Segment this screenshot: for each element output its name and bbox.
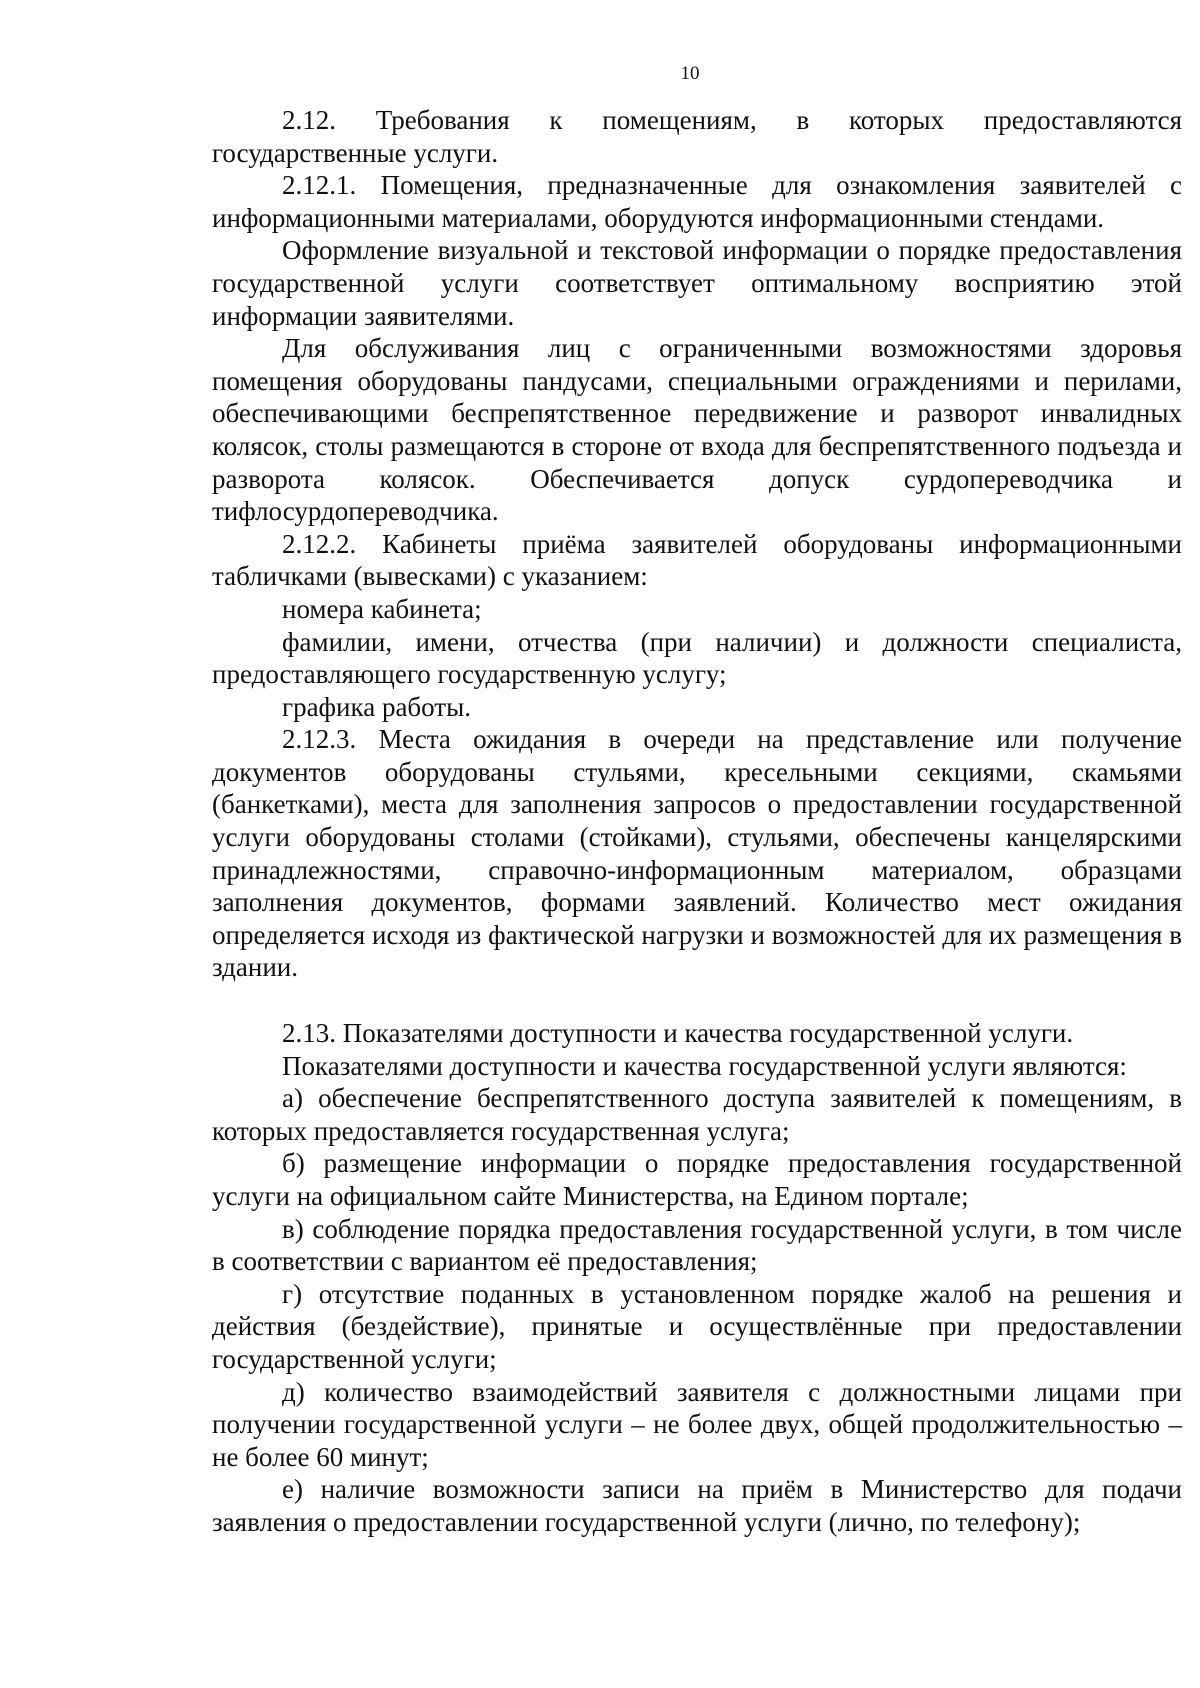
page-number: 10: [680, 63, 700, 84]
paragraph-2-12-1: 2.12.1. Помещения, предназначенные для ознакомления заявителей с информационными материалами, оборудуются информационными стендами.: [212, 170, 1182, 233]
paragraph-2-12-3: 2.12.3. Места ожидания в очереди на представление или получение документов оборудованы стульями, кресельными секциями, скамьями (банкетками), места для заполнения запросов о предоставлении государственной услуги оборудованы столами (стойками), стульями, обеспечены канцелярскими принадлежностями, справочно-информационным материалом, образцами заполнения документов, формами заявлений. Количество мест ожидания определяется исходя из фактической нагрузки и возможностей для их размещения в здании.: [212, 724, 1182, 983]
list-item-schedule: графика работы.: [282, 691, 471, 722]
list-item-g: г) отсутствие поданных в установленном порядке жалоб на решения и действия (бездействие), принятые и осуществлённые при предоставлении государственной услуги;: [212, 1278, 1182, 1374]
paragraph-visual-info: Оформление визуальной и текстовой информации о порядке предоставления государственной услуги соответствует оптимальному восприятию этой информации заявителями.: [212, 235, 1182, 331]
list-item-v: в) соблюдение порядка предоставления государственной услуги, в том числе в соответствии с вариантом её предоставления;: [212, 1213, 1182, 1277]
list-item-room-number: номера кабинета;: [282, 593, 482, 624]
list-item-a: а) обеспечение беспрепятственного доступа заявителей к помещениям, в которых предоставляется государственная услуга;: [212, 1083, 1182, 1146]
list-item-e: е) наличие возможности записи на приём в Министерство для подачи заявления о предоставлении государственной услуги (лично, по телефону);: [212, 1474, 1182, 1537]
paragraph-2-13: 2.13. Показателями доступности и качества государственной услуги.: [282, 1018, 1074, 1049]
paragraph-accessibility: Для обслуживания лиц с ограниченными возможностями здоровья помещения оборудованы пандусами, специальными ограждениями и перилами, обеспечивающими беспрепятственное передвижение и разворот инвалидных колясок, столы размещаются в стороне от входа для беспрепятственного подъезда и разворота колясок. Обеспечивается допуск сурдопереводчика и тифлосурдопереводчика.: [212, 333, 1182, 527]
list-item-b: б) размещение информации о порядке предоставления государственной услуги на официальном сайте Министерства, на Едином портале;: [212, 1148, 1182, 1211]
paragraph-2-12-2: 2.12.2. Кабинеты приёма заявителей оборудованы информационными табличками (вывесками) с указанием:: [212, 528, 1182, 592]
paragraph-2-12: 2.12. Требования к помещениям, в которых предоставляются государственные услуги.: [212, 105, 1182, 168]
list-item-specialist-name: фамилии, имени, отчества (при наличии) и должности специалиста, предоставляющего государственную услугу;: [212, 626, 1182, 690]
list-item-d: д) количество взаимодействий заявителя с должностными лицами при получении государственной услуги – не более двух, общей продолжительностью – не более 60 минут;: [212, 1376, 1182, 1472]
paragraph-indicators-intro: Показателями доступности и качества государственной услуги являются:: [282, 1050, 1127, 1081]
document-body: [212, 104, 1182, 1539]
